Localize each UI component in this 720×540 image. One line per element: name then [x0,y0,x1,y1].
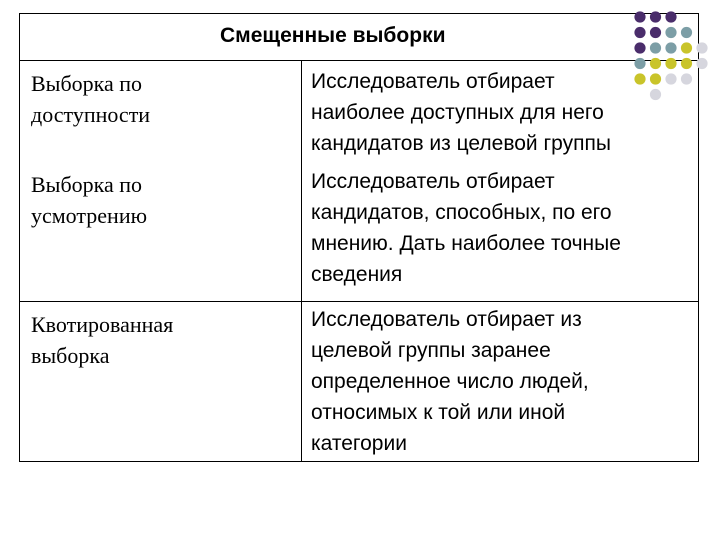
description-line: определенное число людей, [311,370,589,393]
term-line: Квотированная [31,312,174,337]
decorative-dot [650,89,661,100]
decorative-dot [665,42,676,53]
description-line: Исследователь отбирает [311,170,555,193]
decorative-dot [634,27,645,38]
decorative-dot [681,73,692,84]
biased-samples-table [19,13,699,462]
column-divider [301,61,302,461]
row-divider [20,301,698,302]
description-line: сведения [311,263,403,286]
table-header [20,14,698,61]
decorative-dot [665,73,676,84]
description-quota-sample [311,304,701,459]
decorative-dot [634,42,645,53]
decorative-dot [634,73,645,84]
decorative-dot [634,58,645,69]
description-line: наиболее доступных для него [311,101,604,124]
term-judgment-sample [31,169,291,231]
decorative-dot [681,58,692,69]
description-judgment-sample [311,166,701,290]
decorative-dot [650,42,661,53]
term-convenience-sample [31,68,291,130]
decorative-dot [650,73,661,84]
decorative-dot [650,58,661,69]
description-line: целевой группы заранее [311,339,551,362]
decorative-dot-grid [628,5,720,115]
decorative-dot [650,27,661,38]
description-line: относимых к той или иной [311,401,566,424]
term-line: доступности [31,102,151,127]
term-line: усмотрению [31,203,148,228]
decorative-dot [634,11,645,22]
decorative-dot [696,42,707,53]
description-line: Исследователь отбирает из [311,308,582,331]
decorative-dot [681,42,692,53]
decorative-dot [681,27,692,38]
term-quota-sample [31,309,291,371]
term-line: Выборка по [31,172,143,197]
decorative-dot [650,11,661,22]
decorative-dot [665,58,676,69]
table-title: Смещенные выборки [220,24,446,47]
description-line: категории [311,432,407,455]
decorative-dot [696,58,707,69]
term-line: Выборка по [31,71,143,96]
decorative-dot [665,27,676,38]
description-line: кандидатов из целевой группы [311,132,611,155]
decorative-dot [665,11,676,22]
description-line: Исследователь отбирает [311,70,555,93]
term-line: выборка [31,343,110,368]
description-line: мнению. Дать наиболее точные [311,232,621,255]
description-line: кандидатов, способных, по его [311,201,612,224]
